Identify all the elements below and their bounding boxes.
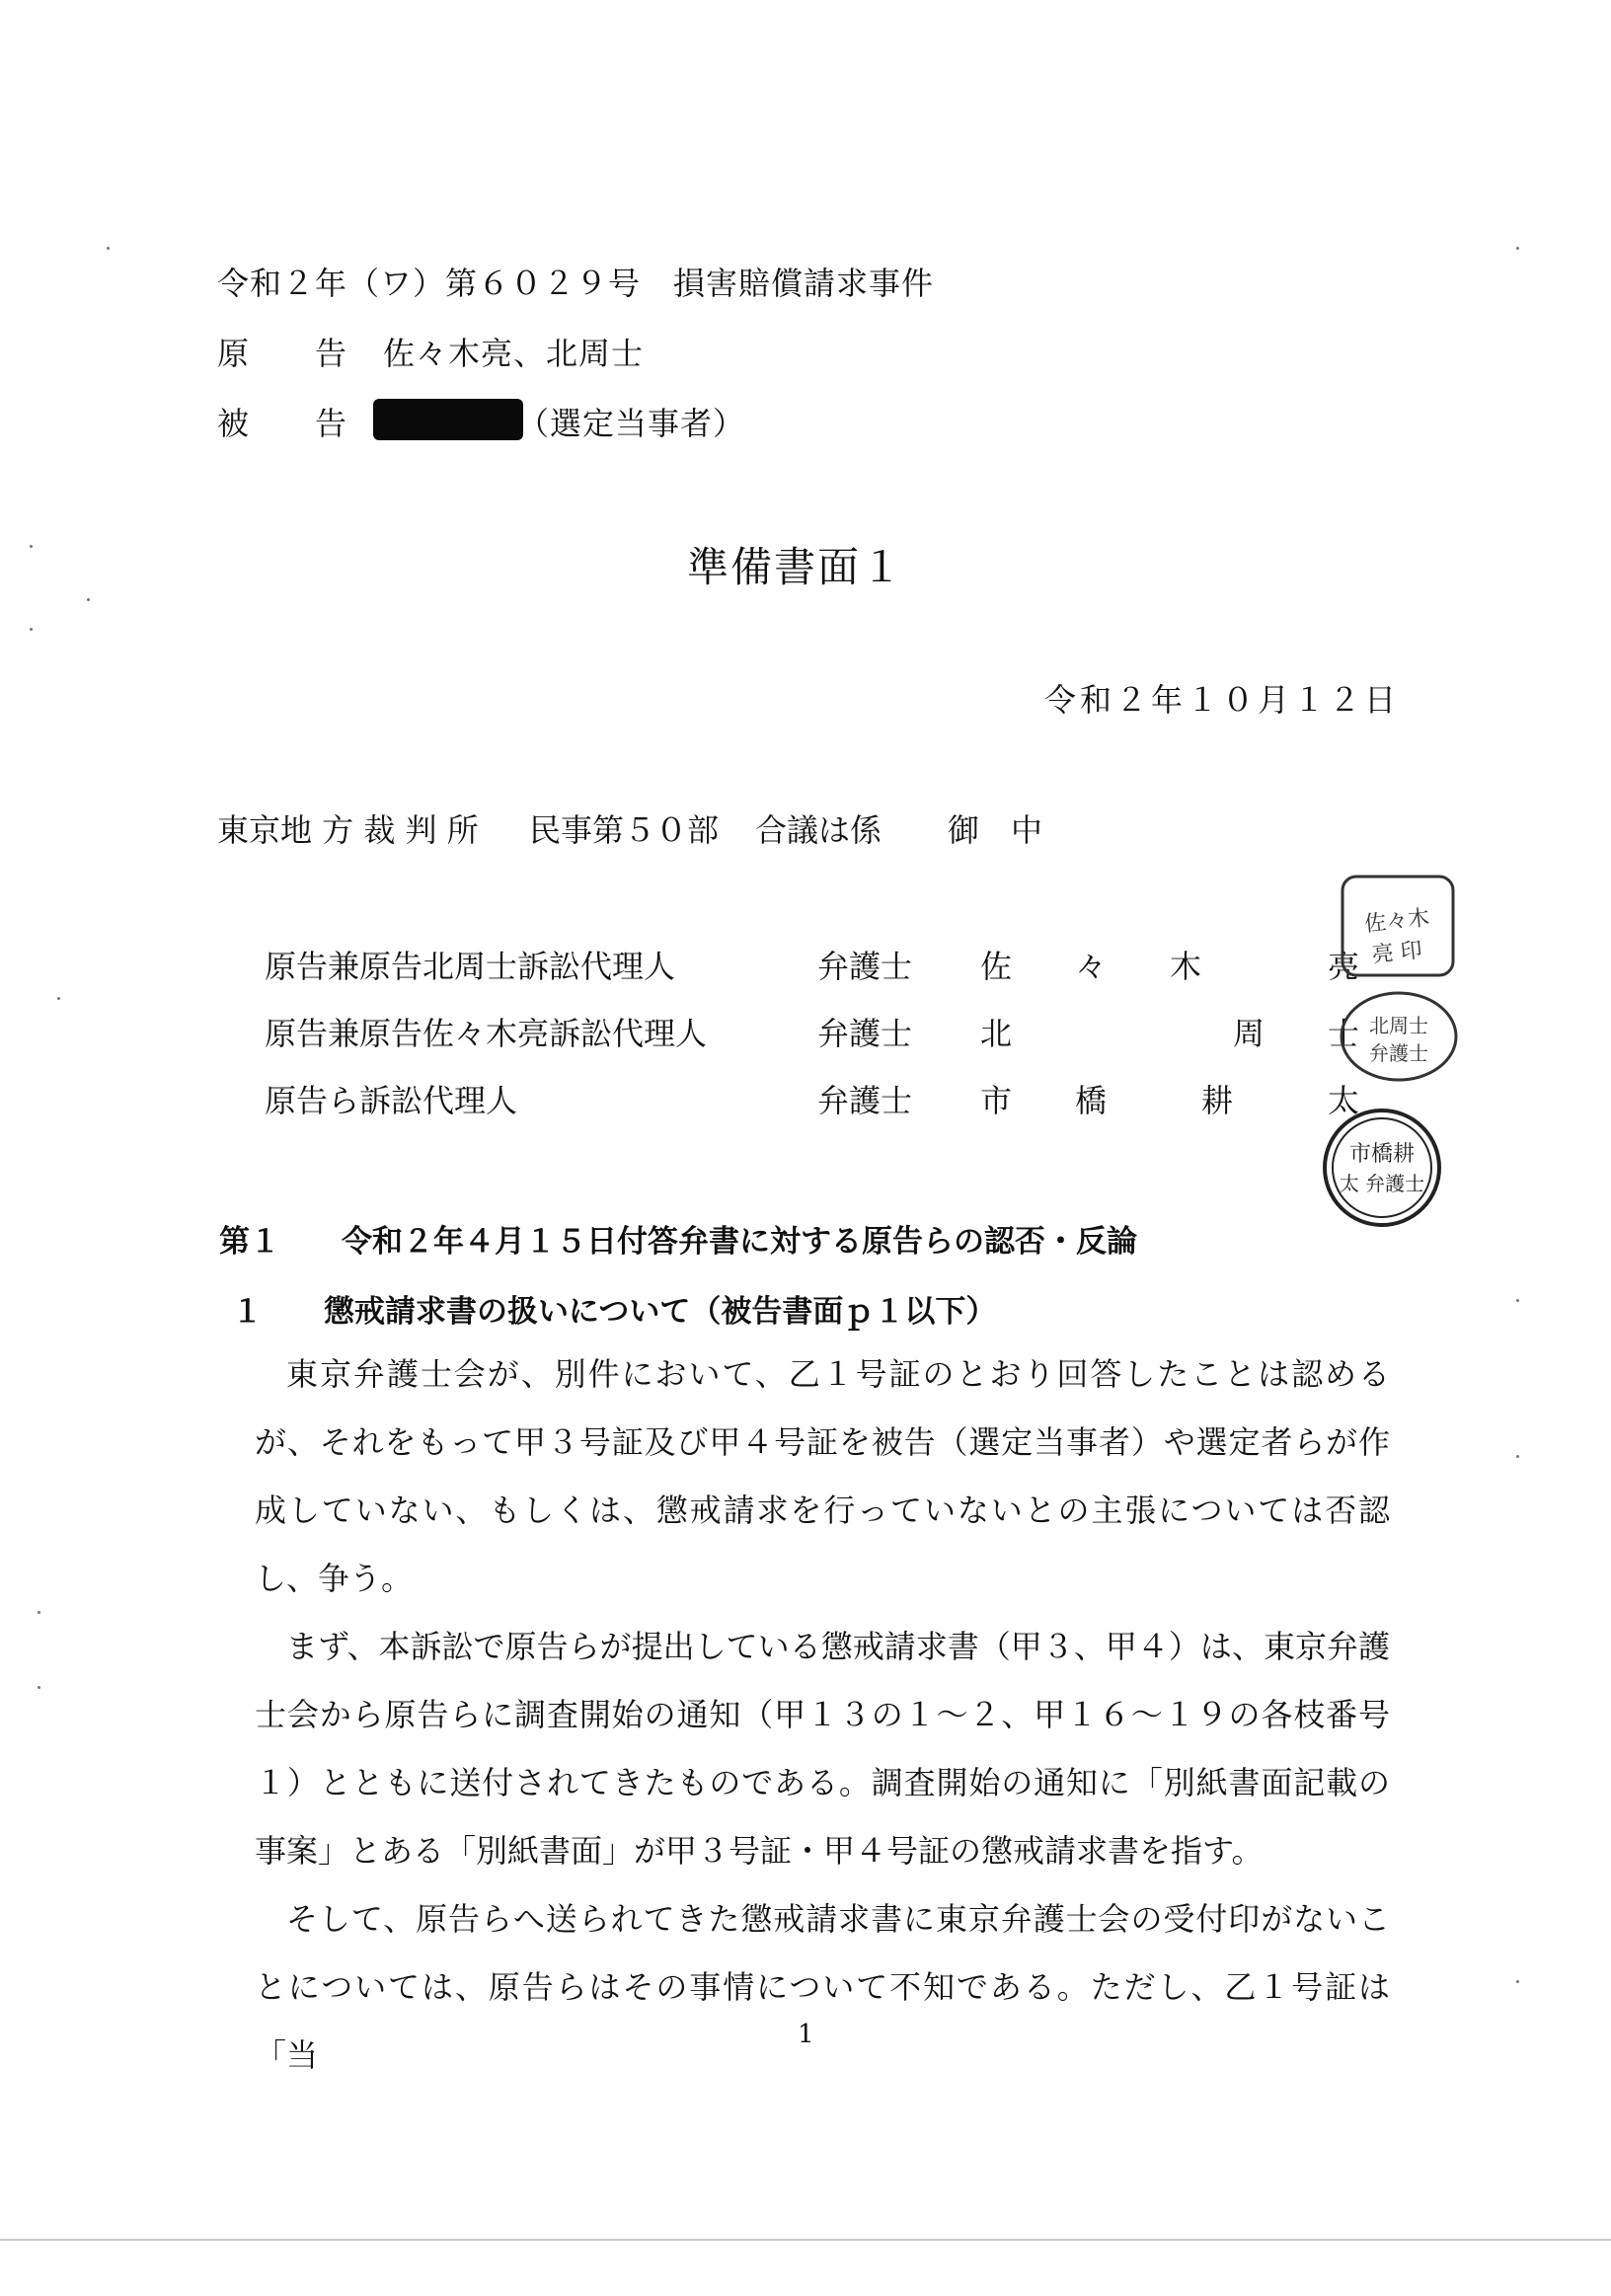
document-date: 令和２年１０月１２日 bbox=[1044, 681, 1401, 719]
defendant-label: 被 告 bbox=[217, 405, 348, 442]
plaintiff-names: 佐々木亮、北周士 bbox=[383, 335, 645, 372]
scan-speck bbox=[1516, 247, 1519, 250]
attorney-title: 弁護士 bbox=[817, 1015, 913, 1052]
sub-section-heading: １ 懲戒請求書の扱いについて（被告書面ｐ１以下） bbox=[232, 1294, 997, 1330]
seal-icon bbox=[1335, 869, 1463, 987]
svg-text:北周士: 北周士 bbox=[1369, 1014, 1428, 1037]
scan-speck bbox=[38, 1611, 40, 1614]
body-paragraph: そして、原告らへ送られてきた懲戒請求書に東京弁護士会の受付印がないことについては、原告らはその事情について不知である。ただし、乙１号証は「当 bbox=[255, 1900, 1390, 2074]
page-number: 1 bbox=[798, 2020, 814, 2049]
body-paragraph: まず、本訴訟で原告らが提出している懲戒請求書（甲３、甲４）は、東京弁護士会から原告らに調査開始の通知（甲１３の１～２、甲１６～１９の各枝番号１）とともに送付されてきたものである。調査開始の通知に「別紙書面記載の事案」とある「別紙書面」が甲３号証・甲４号証の懲戒請求書を指す。 bbox=[255, 1628, 1390, 1870]
scan-speck bbox=[30, 545, 33, 548]
attorney-role: 原告兼原告北周士訴訟代理人 bbox=[265, 948, 676, 985]
scan-speck bbox=[1516, 1980, 1519, 1983]
scan-speck bbox=[57, 997, 60, 1000]
court-honorific: 御 中 bbox=[948, 811, 1043, 849]
attorney-title: 弁護士 bbox=[817, 1082, 913, 1119]
svg-text:市橋耕: 市橋耕 bbox=[1348, 1142, 1416, 1167]
attorney-title: 弁護士 bbox=[817, 948, 913, 985]
court-division: 民事第５０部 bbox=[529, 811, 720, 849]
document-title: 準備書面１ bbox=[687, 543, 905, 591]
case-number: 令和２年（ワ）第６０２９号 損害賠償請求事件 bbox=[217, 265, 935, 302]
attorney-name: 佐 々 木 亮 bbox=[980, 948, 1360, 985]
scan-speck bbox=[38, 1686, 40, 1689]
attorney-name: 北 周 士 bbox=[980, 1015, 1360, 1052]
scan-speck bbox=[1516, 1455, 1519, 1458]
scan-speck bbox=[1516, 1299, 1519, 1302]
scan-edge-line bbox=[0, 2239, 1611, 2241]
plaintiff-label: 原 告 bbox=[217, 335, 348, 372]
seal-icon bbox=[1335, 987, 1463, 1086]
attorney-name: 市 橋 耕 太 bbox=[980, 1082, 1360, 1119]
defendant-suffix: （選定当事者） bbox=[517, 405, 746, 442]
svg-text:亮 印: 亮 印 bbox=[1370, 938, 1423, 968]
body-paragraph: 東京弁護士会が、別件において、乙１号証のとおり回答したことは認めるが、それをもって甲３号証及び甲４号証を被告（選定当事者）や選定者らが作成していない、もしくは、懲戒請求を行っていないとの主張については否認し、争う。 bbox=[255, 1355, 1390, 1597]
section-heading: 第１ 令和２年４月１５日付答弁書に対する原告らの認否・反論 bbox=[219, 1224, 1137, 1260]
svg-text:太 弁護士: 太 弁護士 bbox=[1339, 1172, 1425, 1195]
court-name: 東京地 方 裁 判 所 bbox=[217, 811, 479, 849]
svg-text:弁護士: 弁護士 bbox=[1369, 1041, 1428, 1065]
scan-speck bbox=[87, 598, 90, 601]
attorney-role: 原告兼原告佐々木亮訴訟代理人 bbox=[265, 1015, 708, 1052]
svg-text:佐々木: 佐々木 bbox=[1363, 905, 1431, 938]
scan-speck bbox=[30, 628, 33, 631]
attorney-role: 原告ら訴訟代理人 bbox=[265, 1082, 518, 1119]
redaction-box bbox=[373, 399, 523, 440]
scan-speck bbox=[107, 247, 110, 250]
body-text bbox=[255, 1340, 1390, 2090]
court-section: 合議は係 bbox=[755, 811, 882, 849]
seal-icon bbox=[1313, 1104, 1451, 1232]
